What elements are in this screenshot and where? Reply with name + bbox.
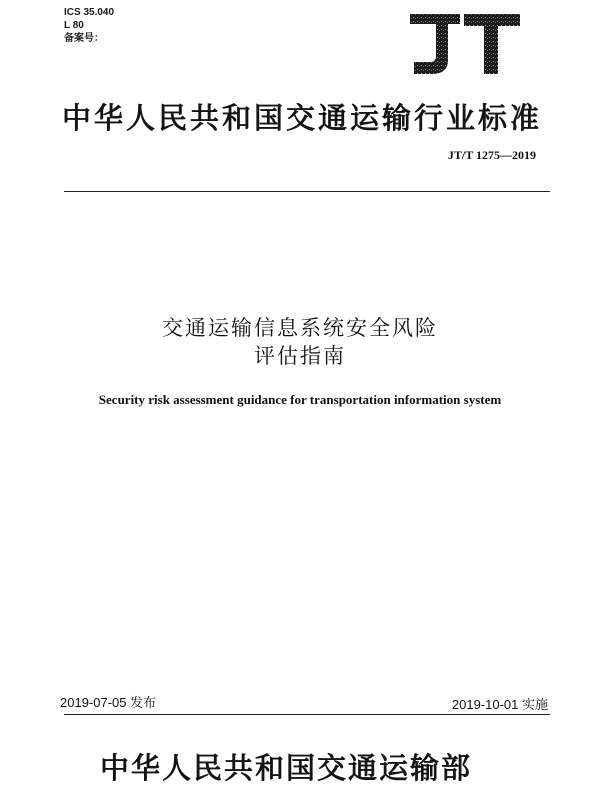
document-meta xyxy=(64,6,114,45)
ics-code: ICS 35.040 xyxy=(64,7,115,18)
classification-code: L 80 xyxy=(64,20,84,31)
document-title-zh-line2: 评估指南 xyxy=(254,344,346,368)
publisher: 中华人民共和国交通运输部 xyxy=(100,751,473,785)
document-title-zh-line1: 交通运输信息系统安全风险 xyxy=(162,316,438,340)
standard-number: JT/T 1275—2019 xyxy=(447,148,536,162)
standard-organization-heading: 中华人民共和国交通运输行业标准 xyxy=(62,101,543,135)
jt-logo xyxy=(404,12,522,76)
top-divider xyxy=(64,191,550,192)
record-number-label: 备案号： xyxy=(64,33,104,44)
implementation-date: 2019-10-01 实施 xyxy=(451,697,548,712)
document-title-en: Security risk assessment guidance for transportation information system xyxy=(98,392,502,407)
issue-date: 2019-07-05 发布 xyxy=(60,695,157,710)
bottom-divider xyxy=(64,714,550,715)
